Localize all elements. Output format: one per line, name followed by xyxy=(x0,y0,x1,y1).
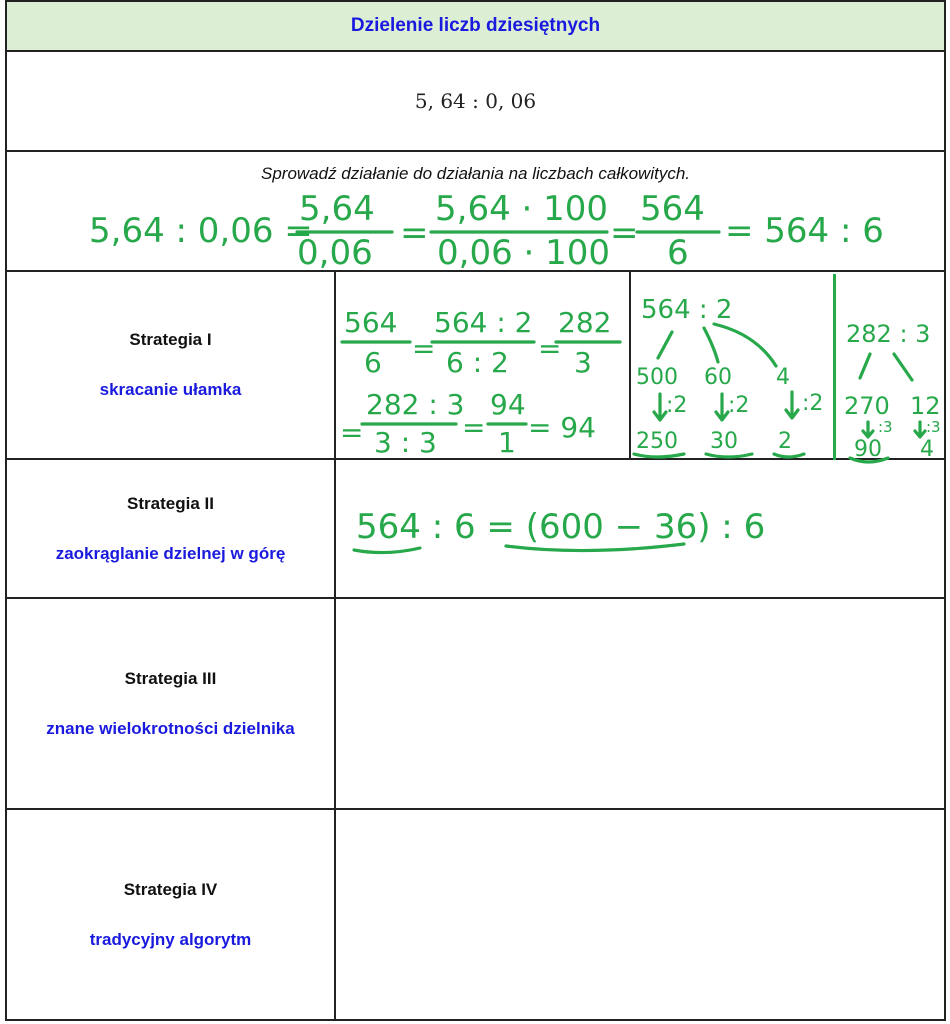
hw-eq1: = xyxy=(400,213,429,253)
hw-s1-eq-c: = xyxy=(340,416,364,449)
hw-s1-a-num: 564 xyxy=(344,306,398,339)
strategy-row-1 xyxy=(7,272,944,460)
hw-s2-underline xyxy=(354,548,420,553)
strategy-description: zaokrąglanie dzielnej w górę xyxy=(55,543,286,563)
strategy-row-3 xyxy=(7,599,944,810)
hw-t1-branch-2 xyxy=(704,328,718,362)
hw-s1-e-den: 1 xyxy=(498,426,516,459)
hw-t1-arrow xyxy=(786,392,798,418)
hw-lhs: 5,64 : 0,06 = xyxy=(89,211,313,251)
hw-s1-c-den: 3 xyxy=(574,346,592,379)
hw-t1-op: :2 xyxy=(666,393,688,418)
strategy-work-cell xyxy=(336,272,944,462)
strategy-label-cell xyxy=(7,810,336,1019)
hw-t2-arrow xyxy=(915,422,925,437)
hw-t1-op: :2 xyxy=(802,391,824,416)
hw-t1-underline xyxy=(634,454,684,457)
handwriting-main xyxy=(7,152,944,272)
strategy-work-cell xyxy=(336,460,944,597)
hw-t2-branch-1 xyxy=(860,354,870,378)
hw-t1-underline xyxy=(706,454,752,457)
hw-f3-num: 564 xyxy=(640,189,705,229)
hw-s1-c-num: 282 xyxy=(558,306,612,339)
hw-t1-op: :2 xyxy=(728,393,750,418)
hw-t2-result: 4 xyxy=(920,437,934,462)
hw-t1-result: 2 xyxy=(778,429,792,454)
strategy-row-4 xyxy=(7,810,944,1019)
hw-s1-d-num: 282 : 3 xyxy=(366,388,465,421)
hw-t1-part: 500 xyxy=(636,365,678,390)
strategy-name: Strategia IV xyxy=(123,879,218,899)
strategy-label-cell xyxy=(7,460,336,597)
hw-s1-eq-d: = xyxy=(462,411,486,444)
strategy-work-cell xyxy=(336,599,944,808)
hw-f1-num: 5,64 xyxy=(299,189,375,229)
hw-f3-den: 6 xyxy=(667,233,689,273)
hw-t2-op: :3 xyxy=(926,418,941,436)
strategy-description: skracanie ułamka xyxy=(99,380,242,399)
hw-t2-result: 90 xyxy=(854,437,882,462)
strategy-description: tradycyjny algorytm xyxy=(89,929,252,949)
strategy-row-2 xyxy=(7,460,944,599)
expression-row xyxy=(7,52,944,152)
hw-t2-top: 282 : 3 xyxy=(846,320,931,348)
hw-f2-num: 5,64 · 100 xyxy=(435,189,609,229)
hw-t2-part: 270 xyxy=(844,392,890,420)
instruction-text: Sprowadź działanie do działania na liczbach całkowitych. xyxy=(260,164,691,183)
hw-s1-b-den: 6 : 2 xyxy=(446,346,509,379)
page-title: Dzielenie liczb dziesiętnych xyxy=(350,15,601,36)
strategy-description: znane wielokrotności dzielnika xyxy=(46,718,295,738)
hw-rhs: = 564 : 6 xyxy=(725,211,884,251)
strategy-label-cell xyxy=(7,599,336,808)
division-expression: 5, 64 : 0, 06 xyxy=(414,89,537,113)
title-bar xyxy=(7,2,944,52)
hw-t2-part: 12 xyxy=(910,392,941,420)
strategy-name: Strategia II xyxy=(127,493,214,513)
worksheet xyxy=(5,0,946,1021)
hw-s1-d-den: 3 : 3 xyxy=(374,426,437,459)
hw-t1-branch-1 xyxy=(658,332,672,358)
hw-t1-part: 60 xyxy=(704,365,732,390)
instruction-row xyxy=(7,152,944,272)
strategy-name: Strategia III xyxy=(124,668,217,688)
hw-t2-branch-2 xyxy=(894,354,912,380)
hw-t2-op: :3 xyxy=(878,418,893,436)
hw-s1-eq-b: = xyxy=(538,332,562,365)
hw-t1-part: 4 xyxy=(776,365,790,390)
hw-f1-den: 0,06 xyxy=(297,233,373,273)
hw-t1-arrow xyxy=(654,394,666,420)
hw-t1-top: 564 : 2 xyxy=(641,295,733,325)
hw-eq2: = xyxy=(610,213,639,253)
hw-s1-result: = 94 xyxy=(528,411,596,444)
hw-s1-eq-a: = xyxy=(412,332,436,365)
strategy-work-cell xyxy=(336,810,944,1019)
hw-t1-result: 30 xyxy=(710,429,738,454)
hw-s2-expr: 564 : 6 = (600 − 36) : 6 xyxy=(356,507,766,547)
hw-t1-arrow xyxy=(716,394,728,420)
hw-t2-arrow xyxy=(863,422,873,437)
handwriting-strategy-1 xyxy=(336,272,944,460)
hw-s1-b-num: 564 : 2 xyxy=(434,306,533,339)
hw-s1-a-den: 6 xyxy=(364,346,382,379)
hw-f2-den: 0,06 · 100 xyxy=(437,233,611,273)
hw-s1-e-num: 94 xyxy=(490,388,526,421)
hw-t1-underline xyxy=(774,454,804,457)
strategy-label-cell xyxy=(7,272,336,458)
hw-t1-result: 250 xyxy=(636,429,678,454)
hw-t1-branch-3 xyxy=(714,324,776,366)
strategy-name: Strategia I xyxy=(129,330,212,349)
handwriting-strategy-2 xyxy=(336,460,944,599)
